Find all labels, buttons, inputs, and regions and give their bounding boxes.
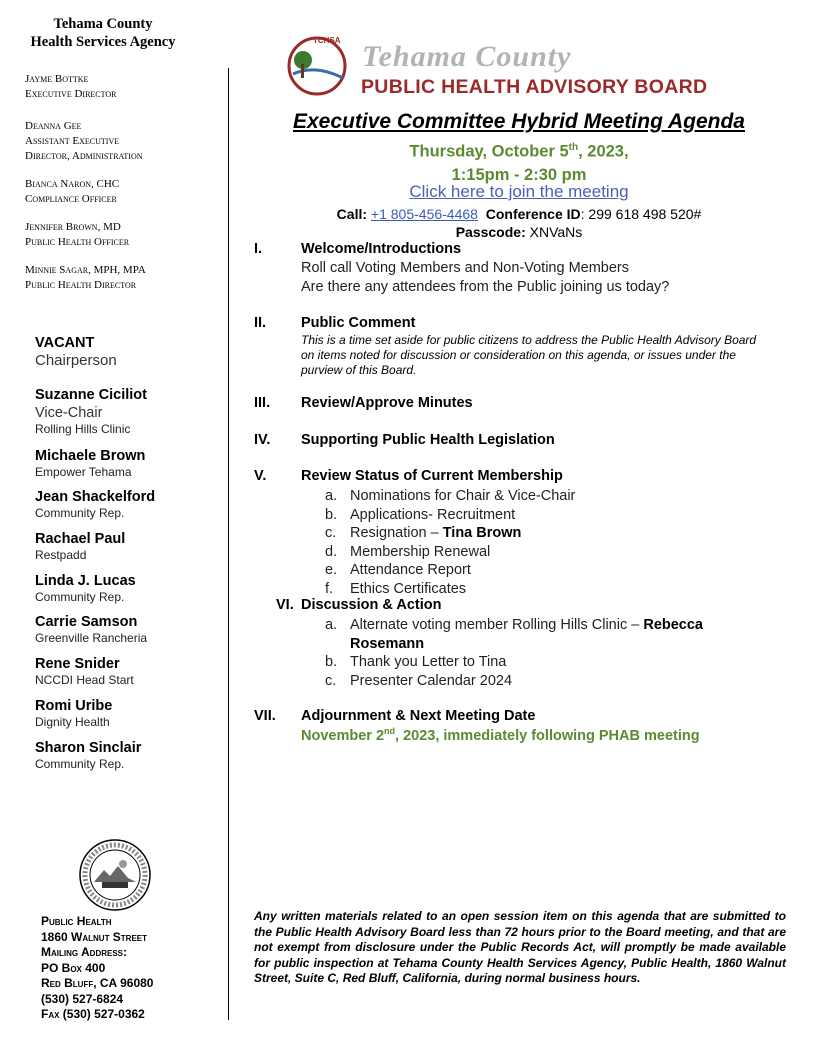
- member-org: Empower Tehama: [35, 465, 132, 479]
- address-line: 1860 Walnut Street: [41, 929, 148, 944]
- date-year: , 2023,: [578, 142, 629, 161]
- item-number: I.: [254, 241, 263, 257]
- item-text: Are there any attendees from the Public joining us today?: [301, 279, 670, 295]
- member-org: NCCDI Head Start: [35, 673, 134, 687]
- logo-board-name: PUBLIC HEALTH ADVISORY BOARD: [361, 76, 708, 98]
- member-entry: [35, 334, 220, 370]
- phone-link[interactable]: +1 805-456-4468: [370, 206, 478, 222]
- list-item: [325, 524, 575, 543]
- list-bold: Rebecca Rosemann: [350, 617, 703, 652]
- item-number: V.: [254, 468, 267, 484]
- staff-entry: [25, 72, 225, 102]
- staff-title: Public Health Director: [25, 279, 137, 291]
- member-org: Community Rep.: [35, 757, 125, 771]
- list-text: Membership Renewal: [350, 543, 491, 560]
- list-item: [325, 543, 575, 562]
- staff-title: Assistant Executive: [25, 135, 120, 147]
- staff-entry: [25, 263, 225, 293]
- member-entry: [35, 572, 220, 605]
- list-item: [325, 653, 755, 672]
- list-text: Attendance Report: [350, 562, 471, 578]
- address-line: Public Health: [41, 914, 112, 928]
- member-name: Carrie Samson: [35, 614, 138, 630]
- staff-entry: [25, 177, 225, 207]
- member-name: Sharon Sinclair: [35, 740, 142, 756]
- item-number: VII.: [254, 708, 276, 724]
- list-letter: f.: [325, 580, 334, 597]
- member-name: Linda J. Lucas: [35, 573, 136, 589]
- list-item: [325, 616, 755, 653]
- member-org: Community Rep.: [35, 590, 125, 604]
- member-org: Restpadd: [35, 548, 87, 562]
- meeting-date: [240, 136, 798, 187]
- call-label: Call:: [336, 206, 368, 222]
- next-date-rest: , 2023, immediately following PHAB meeting: [395, 727, 700, 744]
- item-heading: Public Comment: [301, 315, 416, 331]
- item-heading: Adjournment & Next Meeting Date: [301, 708, 536, 724]
- list-letter: e.: [325, 562, 338, 578]
- list-text: Resignation –: [350, 525, 443, 541]
- list-text: Ethics Certificates: [350, 580, 467, 597]
- list-text: Nominations for Chair & Vice-Chair: [350, 488, 576, 504]
- sub-list: [325, 487, 575, 598]
- staff-title: Executive Director: [25, 88, 117, 100]
- address-line: PO Box 400: [41, 960, 106, 975]
- list-item: [325, 672, 755, 691]
- staff-title: Director, Administration: [25, 150, 143, 162]
- item-heading: Welcome/Introductions: [301, 241, 462, 257]
- list-item: [325, 487, 575, 506]
- staff-title: Public Health Officer: [25, 236, 130, 248]
- list-letter: b.: [325, 506, 338, 523]
- item-heading: Review Status of Current Membership: [301, 468, 563, 484]
- meeting-time: 1:15pm - 2:30 pm: [451, 165, 587, 184]
- list-item: [325, 506, 575, 525]
- list-letter: a.: [325, 617, 338, 633]
- item-number: VI.: [276, 597, 294, 613]
- item-number: IV.: [254, 432, 271, 448]
- member-name: Suzanne Ciciliot: [35, 387, 147, 403]
- conference-id: : 299 618 498 520#: [580, 206, 702, 222]
- next-meeting-date: [301, 726, 700, 744]
- list-text: Applications- Recruitment: [350, 506, 516, 523]
- list-letter: a.: [325, 488, 338, 504]
- member-name: Rachael Paul: [35, 531, 126, 547]
- logo-acronym: TCHSA: [313, 36, 341, 45]
- member-name: Michaele Brown: [35, 448, 146, 464]
- member-entry: [35, 447, 220, 480]
- next-date-suffix: nd: [384, 726, 396, 736]
- member-name: Rene Snider: [35, 656, 120, 672]
- item-heading: Review/Approve Minutes: [301, 395, 473, 411]
- member-org: Community Rep.: [35, 506, 125, 520]
- call-info: [240, 205, 798, 241]
- page-title: Executive Committee Hybrid Meeting Agenda: [293, 110, 745, 133]
- next-date-text: November 2: [301, 727, 385, 744]
- item-heading: Discussion & Action: [301, 597, 442, 613]
- mailing-address: [41, 914, 221, 1023]
- member-role: Vice-Chair: [35, 405, 103, 421]
- list-letter: c.: [325, 525, 337, 541]
- public-records-notice: Any written materials related to an open session item on this agenda that are submitted to the Public Health Advisory Board less than 72 hours prior to the Board meeting, and that are not exempt from disclosure under the Public Records Act, will promptly be made available for public inspection at Tehama County Health Services Agency, Public Health, 1860 Walnut Street, Suite C, Red Bluff, California, during normal business hours.: [254, 909, 786, 985]
- sidebar-divider: [228, 68, 229, 1020]
- member-entry: [35, 530, 220, 563]
- member-org: Greenville Rancheria: [35, 631, 148, 645]
- staff-entry: [25, 220, 225, 250]
- item-text: This is a time set aside for public citizens to address the Public Health Advisory Board on items noted for discussion or consideration on this agenda, or issues under the purview of this Board.: [301, 333, 757, 377]
- staff-name: Deanna Gee: [25, 120, 82, 132]
- list-item: [325, 561, 575, 580]
- staff-title: Compliance Officer: [25, 193, 117, 205]
- list-text: Thank you Letter to Tina: [350, 654, 507, 670]
- member-name: VACANT: [35, 335, 95, 351]
- list-text: Alternate voting member Rolling Hills Clinic –: [350, 617, 644, 633]
- member-entry: [35, 697, 220, 730]
- agency-line1: Tehama County: [53, 16, 153, 32]
- staff-name: Jennifer Brown, MD: [25, 221, 121, 233]
- list-letter: b.: [325, 654, 338, 670]
- member-entry: [35, 386, 220, 437]
- date-text: Thursday, October 5: [409, 142, 569, 161]
- member-entry: [35, 488, 220, 521]
- address-line: Fax (530) 527-0362: [41, 1007, 145, 1021]
- staff-entry: [25, 119, 225, 164]
- item-heading: Supporting Public Health Legislation: [301, 432, 555, 448]
- item-number: III.: [254, 395, 271, 411]
- list-letter: c.: [325, 672, 337, 689]
- member-entry: [35, 613, 220, 646]
- staff-name: Jayme Bottke: [25, 73, 89, 85]
- member-name: Jean Shackelford: [35, 489, 156, 505]
- list-letter: d.: [325, 543, 338, 560]
- address-line: Red Bluff, CA 96080: [41, 976, 154, 990]
- item-number: II.: [254, 315, 267, 331]
- member-role: Chairperson: [35, 352, 117, 369]
- logo-county-name: Tehama County: [362, 40, 572, 73]
- staff-name: Bianca Naron, CHC: [25, 178, 120, 190]
- item-text: Roll call Voting Members and Non-Voting Members: [301, 260, 630, 276]
- join-meeting-link[interactable]: Click here to join the meeting: [409, 182, 629, 201]
- member-entry: [35, 739, 220, 772]
- sub-list: [325, 616, 755, 690]
- agency-line2: Health Services Agency: [30, 34, 176, 50]
- staff-name: Minnie Sagar, MPH, MPA: [25, 264, 146, 276]
- list-bold: Tina Brown: [442, 525, 522, 541]
- passcode-label: Passcode:: [455, 224, 526, 240]
- address-line: Mailing Address:: [41, 945, 127, 959]
- address-line: (530) 527-6824: [41, 991, 124, 1006]
- member-entry: [35, 655, 220, 688]
- list-text: Presenter Calendar 2024: [350, 672, 513, 689]
- agency-name: [18, 15, 188, 51]
- member-name: Romi Uribe: [35, 698, 113, 714]
- member-org: Rolling Hills Clinic: [35, 422, 131, 436]
- county-seal-icon: [78, 838, 152, 912]
- passcode: XNVaNs: [525, 224, 583, 240]
- member-org: Dignity Health: [35, 715, 110, 729]
- conference-label: Conference ID: [485, 206, 581, 222]
- date-suffix: th: [568, 142, 579, 153]
- list-item: [325, 580, 575, 599]
